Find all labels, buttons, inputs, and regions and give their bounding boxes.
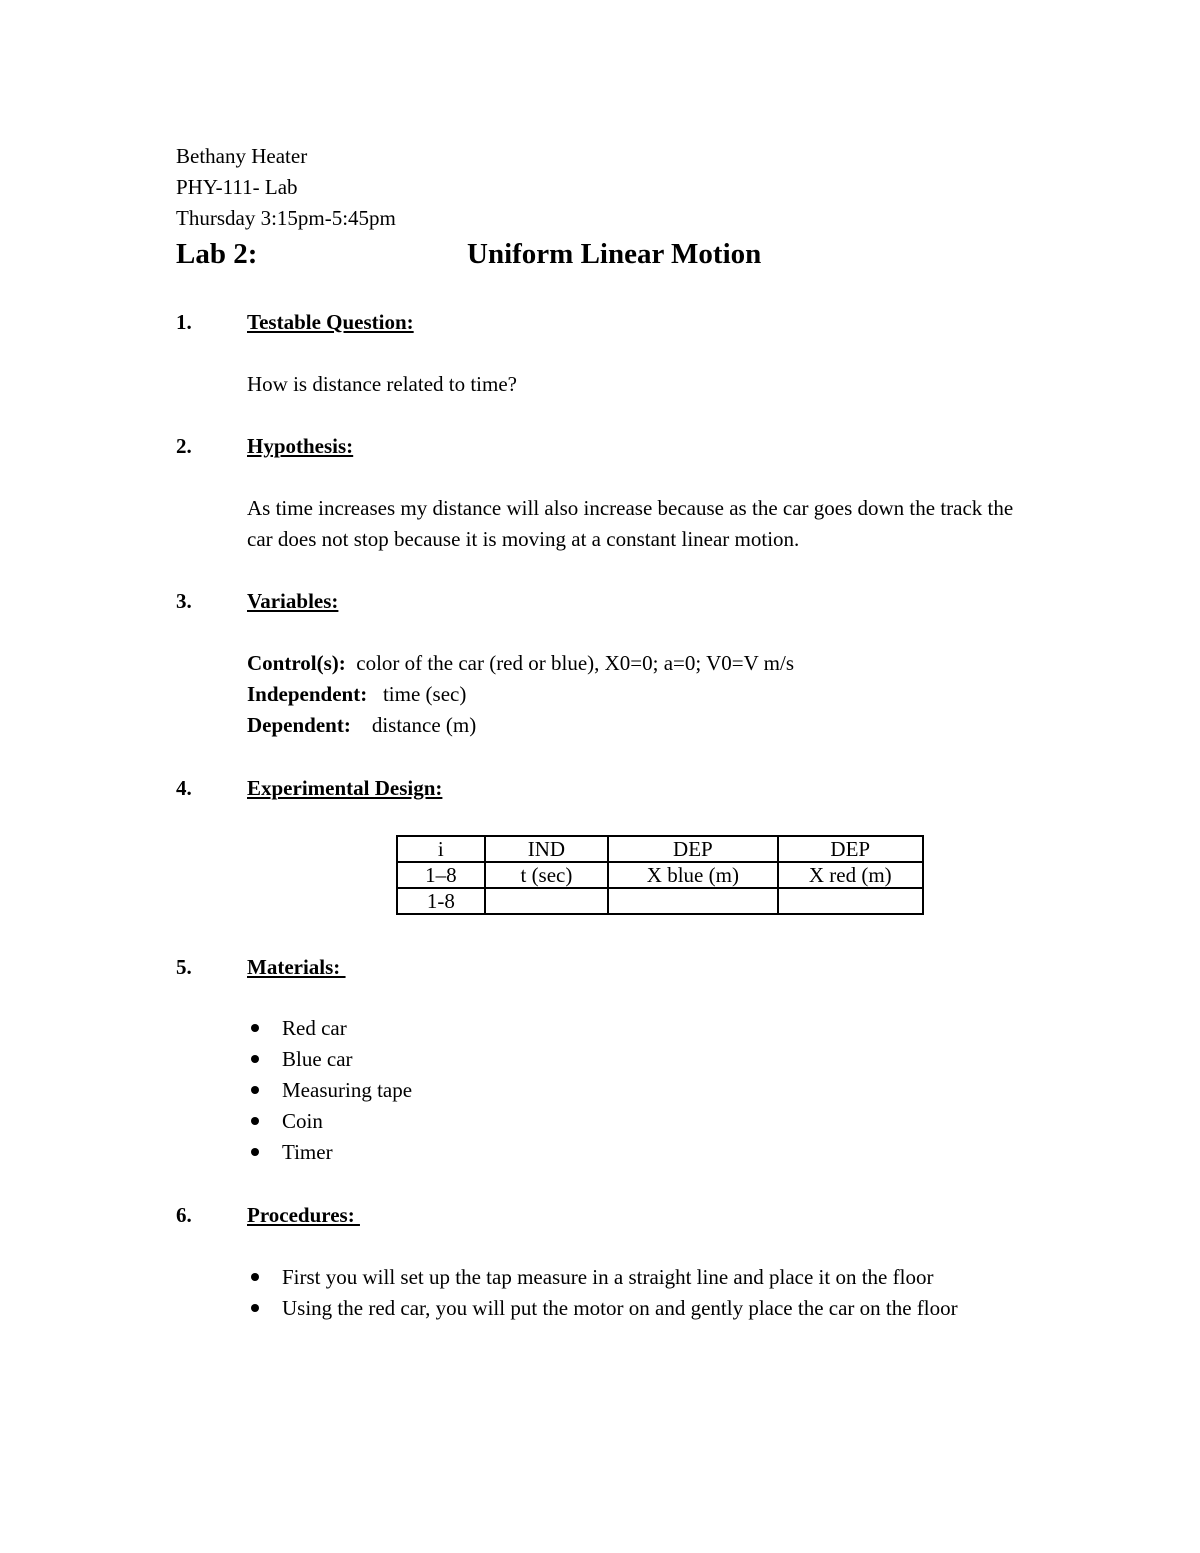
table-row <box>397 836 923 862</box>
independent-value: time (sec) <box>382 682 467 706</box>
table-row <box>397 862 923 888</box>
dependent-value: distance (m) <box>371 713 477 737</box>
experimental-design-table <box>396 835 924 915</box>
independent-variable <box>247 679 466 710</box>
bullet-icon <box>251 1273 259 1281</box>
bullet-icon <box>251 1304 259 1312</box>
table-cell <box>485 888 609 914</box>
list-item-text: Coin <box>282 1109 323 1133</box>
table-cell: IND <box>485 836 609 862</box>
list-item <box>247 1137 1027 1168</box>
section-heading-procedures: Procedures: <box>247 1203 360 1227</box>
question-text: How is distance related to time? <box>247 372 517 396</box>
section-heading-design: Experimental Design: <box>247 776 443 800</box>
lab-number: Lab 2: <box>176 238 258 270</box>
control-variables <box>247 648 794 679</box>
section-heading-question: Testable Question: <box>247 310 414 334</box>
materials-list <box>247 1013 1027 1168</box>
bullet-icon <box>251 1024 259 1032</box>
table-cell: DEP <box>778 836 923 862</box>
table-cell: i <box>397 836 485 862</box>
student-name: Bethany Heater <box>176 144 308 168</box>
section-number-2: 2. <box>176 434 192 458</box>
control-value: color of the car (red or blue), X0=0; a=0; V0=V m/s <box>356 651 794 675</box>
list-item <box>247 1262 1027 1293</box>
list-item-text: Blue car <box>282 1047 353 1071</box>
section-heading-materials: Materials: <box>247 955 346 979</box>
section-number-4: 4. <box>176 776 192 800</box>
list-item-text: Measuring tape <box>282 1078 413 1102</box>
table-cell: t (sec) <box>485 862 609 888</box>
list-item-text: First you will set up the tap measure in a straight line and place it on the floor <box>282 1265 934 1289</box>
table-cell: X blue (m) <box>608 862 777 888</box>
session-time: Thursday 3:15pm-5:45pm <box>176 206 396 230</box>
table-cell: X red (m) <box>778 862 923 888</box>
dependent-variable <box>247 710 476 741</box>
list-item-text: Red car <box>282 1016 347 1040</box>
lab-title: Uniform Linear Motion <box>467 238 762 270</box>
list-item <box>247 1013 1027 1044</box>
table-cell <box>778 888 923 914</box>
table-cell: 1-8 <box>397 888 485 914</box>
table-row <box>397 888 923 914</box>
procedures-list <box>247 1262 1027 1324</box>
section-heading-hypothesis: Hypothesis: <box>247 434 354 458</box>
section-number-3: 3. <box>176 589 192 613</box>
course-code: PHY-111- Lab <box>176 175 298 199</box>
section-number-1: 1. <box>176 310 192 334</box>
independent-label: Independent: <box>247 682 368 706</box>
bullet-icon <box>251 1117 259 1125</box>
section-number-6: 6. <box>176 1203 192 1227</box>
table-cell <box>608 888 777 914</box>
list-item-text: Using the red car, you will put the motor on and gently place the car on the floor <box>282 1296 958 1320</box>
list-item <box>247 1075 1027 1106</box>
bullet-icon <box>251 1055 259 1063</box>
control-label: Control(s): <box>247 651 346 675</box>
dependent-label: Dependent: <box>247 713 351 737</box>
section-heading-variables: Variables: <box>247 589 339 613</box>
list-item-text: Timer <box>282 1140 333 1164</box>
list-item <box>247 1293 1027 1324</box>
table-cell: DEP <box>608 836 777 862</box>
list-item <box>247 1106 1027 1137</box>
section-number-5: 5. <box>176 955 192 979</box>
bullet-icon <box>251 1086 259 1094</box>
table-cell: 1–8 <box>397 862 485 888</box>
list-item <box>247 1044 1027 1075</box>
hypothesis-text: As time increases my distance will also increase because as the car goes down the track the car does not stop because it is moving at a constant linear motion. <box>247 496 1014 551</box>
bullet-icon <box>251 1148 259 1156</box>
